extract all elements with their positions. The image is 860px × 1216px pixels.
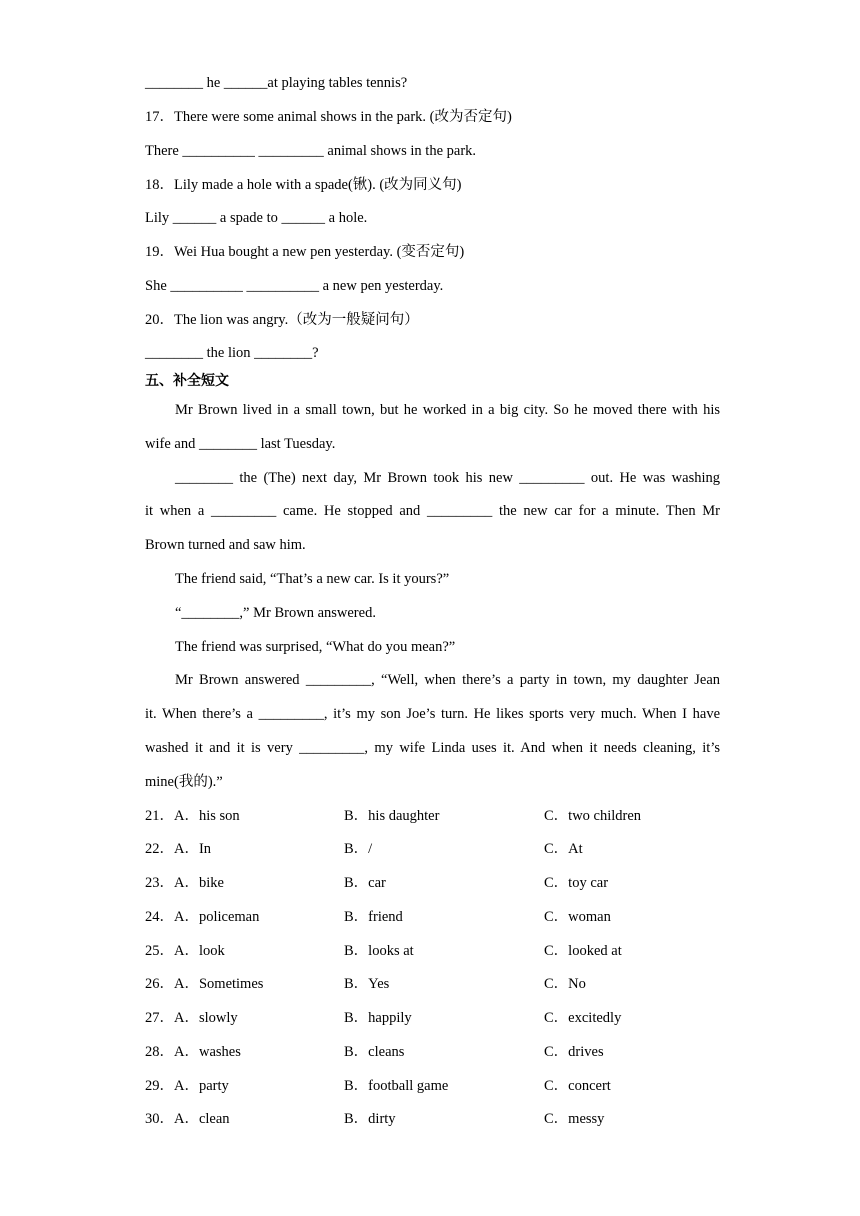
- q17-prompt: 17．There were some animal shows in the park. (改为否定句): [145, 109, 512, 125]
- option-a: 29．A．party: [145, 1078, 229, 1094]
- passage-line: it. When there’s a _________, it’s my son Joe’s turn. He likes sports very much. When I have: [145, 706, 720, 722]
- q18-prompt: 18．Lily made a hole with a spade(锹). (改为同义句): [145, 177, 462, 193]
- passage-line: Mr Brown lived in a small town, but he worked in a big city. So he moved there with his: [175, 402, 720, 418]
- passage-line: wife and ________ last Tuesday.: [145, 436, 336, 452]
- option-c: C．At: [544, 841, 583, 857]
- option-b: B．his daughter: [344, 808, 440, 824]
- section-heading: 五、补全短文: [145, 373, 229, 389]
- option-b: B．friend: [344, 909, 403, 925]
- option-a: 25．A．look: [145, 943, 225, 959]
- passage-line: ________ the (The) next day, Mr Brown took his new _________ out. He was washing: [175, 470, 720, 486]
- q17-answer-line: There __________ _________ animal shows in the park.: [145, 143, 477, 159]
- q16-answer-line: ________ he ______at playing tables tennis?: [145, 75, 408, 91]
- option-a: 22．A．In: [145, 841, 212, 857]
- option-a: 30．A．clean: [145, 1111, 230, 1127]
- option-b: B．Yes: [344, 976, 390, 992]
- option-a: 28．A．washes: [145, 1044, 241, 1060]
- option-c: C．messy: [544, 1111, 605, 1127]
- option-a: 23．A．bike: [145, 875, 224, 891]
- option-c: C．woman: [544, 909, 611, 925]
- q18-answer-line: Lily ______ a spade to ______ a hole.: [145, 210, 368, 226]
- passage-line: The friend said, “That’s a new car. Is it yours?”: [175, 571, 450, 587]
- option-a: 24．A．policeman: [145, 909, 260, 925]
- option-b: B．football game: [344, 1078, 449, 1094]
- option-a: 21．A．his son: [145, 808, 240, 824]
- option-b: B．looks at: [344, 943, 414, 959]
- passage-line: “________,” Mr Brown answered.: [175, 605, 376, 621]
- option-a: 27．A．slowly: [145, 1010, 238, 1026]
- option-c: C．two children: [544, 808, 642, 824]
- passage-line: mine(我的).”: [145, 774, 223, 790]
- option-a: 26．A．Sometimes: [145, 976, 264, 992]
- q19-prompt: 19．Wei Hua bought a new pen yesterday. (变否定句): [145, 244, 465, 260]
- option-b: B．cleans: [344, 1044, 405, 1060]
- passage-line: it when a _________ came. He stopped and _________ the new car for a minute. Then Mr: [145, 503, 720, 519]
- option-b: B．dirty: [344, 1111, 396, 1127]
- option-b: B．car: [344, 875, 386, 891]
- option-c: C．looked at: [544, 943, 622, 959]
- q20-answer-line: ________ the lion ________?: [145, 345, 319, 361]
- option-c: C．concert: [544, 1078, 611, 1094]
- passage-line: The friend was surprised, “What do you mean?”: [175, 639, 456, 655]
- passage-line: Brown turned and saw him.: [145, 537, 306, 553]
- q19-answer-line: She __________ __________ a new pen yesterday.: [145, 278, 444, 294]
- option-b: B．happily: [344, 1010, 412, 1026]
- passage-line: washed it and it is very _________, my wife Linda uses it. And when it needs cleaning, it’s: [145, 740, 720, 756]
- option-c: C．drives: [544, 1044, 604, 1060]
- option-b: B．/: [344, 841, 373, 857]
- option-c: C．No: [544, 976, 586, 992]
- passage-line: Mr Brown answered _________, “Well, when there’s a party in town, my daughter Jean: [175, 672, 720, 688]
- option-c: C．excitedly: [544, 1010, 622, 1026]
- q20-prompt: 20．The lion was angry.（改为一般疑问句）: [145, 312, 419, 328]
- option-c: C．toy car: [544, 875, 609, 891]
